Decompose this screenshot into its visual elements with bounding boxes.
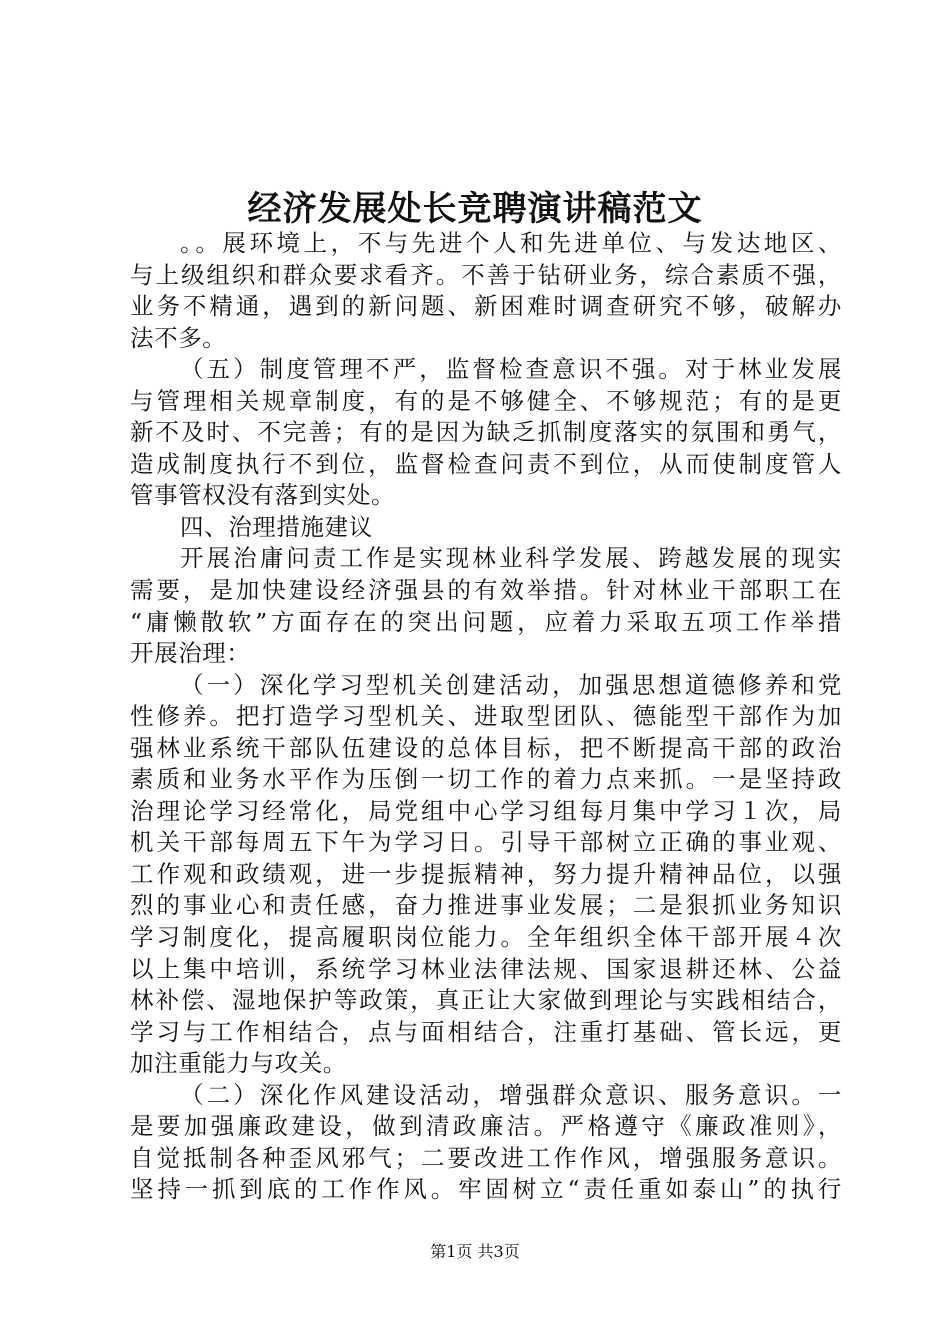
text-line: 烈的事业心和责任感，奋力推进事业发展；二是狠抓业务知识 bbox=[130, 891, 842, 920]
text-line: 法不多。 bbox=[130, 323, 227, 352]
text-line: 开展治庸问责工作是实现林业科学发展、跨越发展的现实 bbox=[180, 544, 842, 573]
text-line: 林补偿、湿地保护等政策，真正让大家做到理论与实践相结合， bbox=[130, 986, 842, 1015]
text-line: （一）深化学习型机关创建活动，加强思想道德修养和党 bbox=[180, 670, 842, 699]
text-line: 。。展环境上，不与先进个人和先进单位、与发达地区、 bbox=[180, 229, 842, 257]
text-line: 业务不精通，遇到的新问题、新困难时调查研究不够，破解办 bbox=[130, 292, 842, 321]
text-line: 与管理相关规章制度，有的是不够健全、不够规范；有的是更 bbox=[130, 386, 842, 415]
document-title: 经济发展处长竞聘演讲稿范文 bbox=[247, 189, 703, 229]
text-line: 强林业系统干部队伍建设的总体目标，把不断提高干部的政治 bbox=[130, 733, 842, 762]
text-line: 新不及时、不完善；有的是因为缺乏抓制度落实的氛围和勇气， bbox=[130, 418, 842, 447]
text-line: （五）制度管理不严，监督检查意识不强。对于林业发展 bbox=[180, 355, 842, 384]
text-line: 治理论学习经常化，局党组中心学习组每月集中学习１次，局 bbox=[130, 796, 842, 825]
text-line: 四、治理措施建议 bbox=[180, 512, 373, 541]
text-line: 性修养。把打造学习型机关、进取型团队、德能型干部作为加 bbox=[130, 702, 842, 731]
text-line: （二）深化作风建设活动，增强群众意识、服务意识。一 bbox=[180, 1080, 842, 1109]
text-line: 管事管权没有落到实处。 bbox=[130, 481, 396, 510]
text-line: 加注重能力与攻关。 bbox=[130, 1049, 347, 1078]
text-line: 以上集中培训，系统学习林业法律法规、国家退耕还林、公益 bbox=[130, 954, 842, 983]
text-line: 是要加强廉政建设，做到清政廉洁。严格遵守《廉政准则》， bbox=[130, 1112, 842, 1141]
text-line: 需要，是加快建设经济强县的有效举措。针对林业干部职工在 bbox=[130, 576, 842, 605]
page-footer: 第1页 共3页 bbox=[430, 1242, 520, 1261]
text-line: 造成制度执行不到位，监督检查问责不到位，从而使制度管人 bbox=[130, 449, 842, 478]
text-line: 与上级组织和群众要求看齐。不善于钻研业务，综合素质不强， bbox=[130, 260, 842, 289]
text-line: 机关干部每周五下午为学习日。引导干部树立正确的事业观、 bbox=[130, 828, 842, 857]
text-line: “庸懒散软”方面存在的突出问题，应着力采取五项工作举措 bbox=[130, 607, 842, 636]
text-line: 自觉抵制各种歪风邪气；二要改进工作作风，增强服务意识。 bbox=[130, 1143, 842, 1172]
text-line: 开展治理： bbox=[130, 639, 251, 668]
text-line: 素质和业务水平作为压倒一切工作的着力点来抓。一是坚持政 bbox=[130, 765, 842, 794]
text-line: 工作观和政绩观，进一步提振精神，努力提升精神品位，以强 bbox=[130, 859, 842, 888]
document-body bbox=[130, 228, 842, 1206]
text-line: 学习与工作相结合，点与面相结合，注重打基础、管长远，更 bbox=[130, 1017, 842, 1046]
text-line: 学习制度化，提高履职岗位能力。全年组织全体干部开展４次 bbox=[130, 923, 842, 952]
text-line: 坚持一抓到底的工作作风。牢固树立“责任重如泰山”的执行 bbox=[130, 1175, 842, 1204]
